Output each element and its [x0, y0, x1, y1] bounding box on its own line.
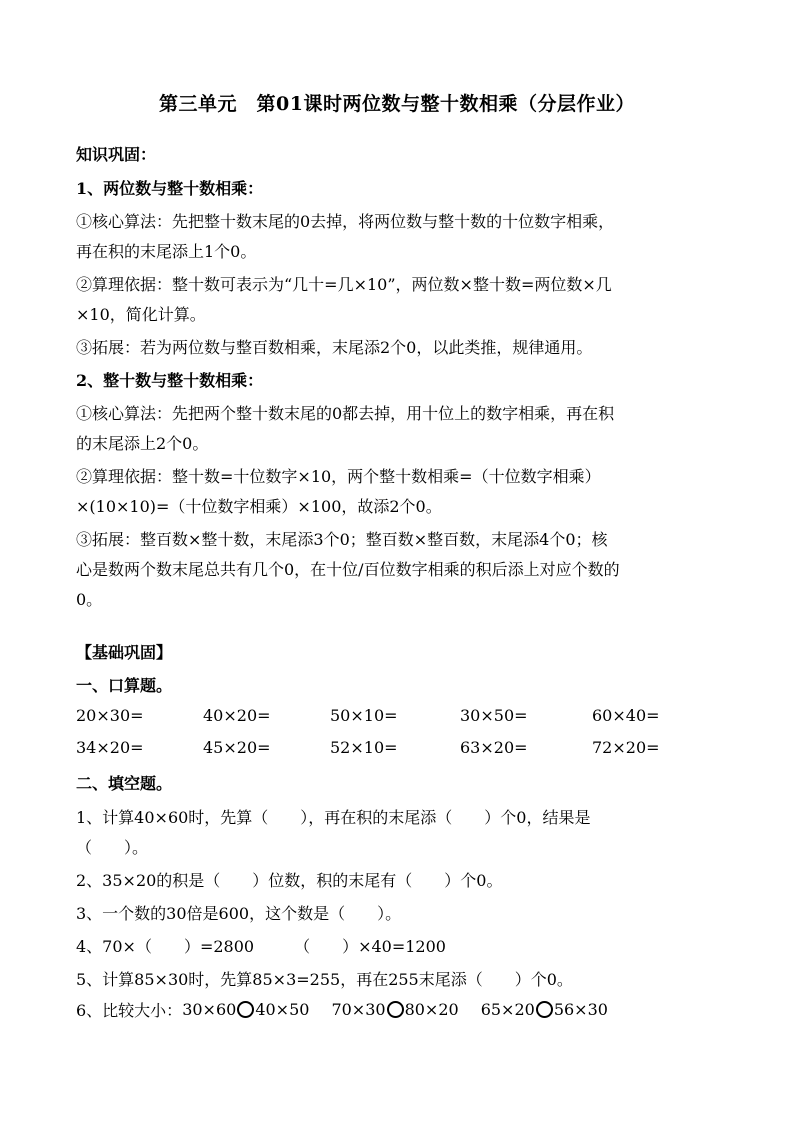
- fill-question: 1、计算40×60时，先算（ ），再在积的末尾添（ ）个0，结果是: [76, 808, 591, 827]
- section1-heading: 1、两位数与整十数相乘：: [76, 179, 264, 198]
- compare-answer-circle[interactable]: [387, 1001, 404, 1018]
- oral-problem: 30×50=: [460, 706, 528, 725]
- section1-line: 再在积的末尾添上1个0。: [76, 242, 257, 261]
- oral-problem: 34×20=: [76, 738, 144, 757]
- fill-question: 2、35×20的积是（ ）位数，积的末尾有（ ）个0。: [76, 871, 503, 890]
- section2-line: 的末尾添上2个0。: [76, 434, 209, 453]
- section2-line: ×(10×10)=（十位数字相乘）×100，故添2个0。: [76, 497, 442, 516]
- oral-problem: 20×30=: [76, 706, 144, 725]
- oral-problem: 50×10=: [330, 706, 398, 725]
- section2-line: ②算理依据：整十数=十位数字×10，两个整十数相乘=（十位数字相乘）: [76, 467, 601, 486]
- compare-answer-circle[interactable]: [237, 1001, 254, 1018]
- fill-heading: 二、填空题。: [76, 774, 173, 793]
- section2-line: ③拓展：整百数×整十数，末尾添3个0；整百数×整百数，末尾添4个0；核: [76, 530, 608, 549]
- oral-row: [76, 706, 716, 725]
- compare-right: 56×30: [553, 1000, 608, 1019]
- compare-left: 70×30: [331, 1000, 386, 1019]
- compare-right: 40×50: [255, 1000, 310, 1019]
- section2-line: 0。: [76, 590, 103, 609]
- section2-line: ①核心算法：先把两个整十数末尾的0都去掉，用十位上的数字相乘，再在积: [76, 404, 615, 423]
- fill-question: 4、70×（ ）=2800 （ ）×40=1200: [76, 937, 446, 956]
- oral-problem: 40×20=: [203, 706, 271, 725]
- section1-line: ②算理依据：整十数可表示为“几十=几×10”，两位数×整十数=两位数×几: [76, 275, 612, 294]
- oral-problem: 63×20=: [460, 738, 528, 757]
- oral-problem: 45×20=: [203, 738, 271, 757]
- compare-left: 65×20: [480, 1000, 535, 1019]
- fill-question: 5、计算85×30时，先算85×3=255，再在255末尾添（ ）个0。: [76, 970, 573, 989]
- oral-heading: 一、口算题。: [76, 676, 173, 695]
- section1-line: ×10，简化计算。: [76, 305, 206, 324]
- oral-problem: 52×10=: [330, 738, 398, 757]
- oral-problem: 72×20=: [592, 738, 660, 757]
- compare-label: 6、比较大小：: [76, 1001, 183, 1020]
- section1-line: ①核心算法：先把整十数末尾的0去掉，将两位数与整十数的十位数字相乘，: [76, 212, 615, 231]
- oral-problem: 60×40=: [592, 706, 660, 725]
- section2-heading: 2、整十数与整十数相乘：: [76, 371, 264, 390]
- compare-answer-circle[interactable]: [536, 1001, 553, 1018]
- page-title: 第三单元 第01课时两位数与整十数相乘（分层作业）: [159, 93, 635, 115]
- knowledge-heading: 知识巩固：: [76, 145, 157, 164]
- oral-row: [76, 738, 716, 757]
- fill-question: （ ）。: [76, 838, 149, 857]
- fill-question: 3、一个数的30倍是600，这个数是（ ）。: [76, 904, 402, 923]
- basic-heading: 【基础巩固】: [76, 643, 173, 662]
- compare-question: [76, 998, 608, 1021]
- section2-line: 心是数两个数末尾总共有几个0，在十位/百位数字相乘的积后添上对应个数的: [76, 560, 620, 579]
- compare-left: 30×60: [182, 1000, 237, 1019]
- compare-right: 80×20: [404, 1000, 459, 1019]
- section1-line: ③拓展：若为两位数与整百数相乘，末尾添2个0，以此类推，规律通用。: [76, 338, 593, 357]
